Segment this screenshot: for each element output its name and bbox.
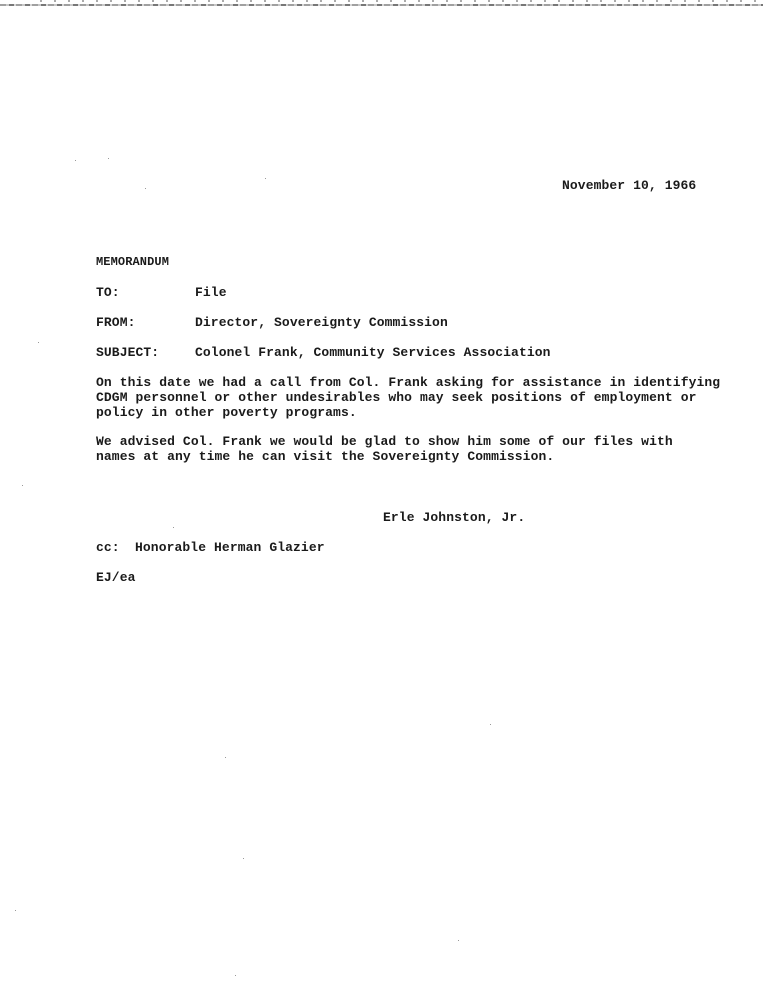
scan-speck: [265, 178, 266, 179]
scan-artifact-dots: [40, 0, 760, 2]
paragraph-line: We advised Col. Frank we would be glad to show him some of our files with: [96, 434, 673, 449]
to-value: File: [195, 285, 227, 300]
scan-speck: [225, 757, 226, 758]
from-value: Director, Sovereignty Commission: [195, 315, 448, 330]
paragraph-line: CDGM personnel or other undesirables who may seek positions of employment or: [96, 390, 697, 405]
cc-label: cc:: [96, 540, 120, 555]
scan-speck: [22, 485, 23, 486]
scan-speck: [145, 188, 146, 189]
scan-speck: [38, 342, 39, 343]
scan-speck: [458, 940, 459, 941]
typist-initials: EJ/ea: [96, 570, 136, 585]
paragraph-line: names at any time he can visit the Sovereignty Commission.: [96, 449, 555, 464]
memo-heading: MEMORANDUM: [96, 255, 170, 269]
scan-speck: [15, 910, 16, 911]
scan-speck: [243, 858, 244, 859]
subject-value: Colonel Frank, Community Services Association: [195, 345, 551, 360]
paragraph-line: policy in other poverty programs.: [96, 405, 357, 420]
paragraph-line: On this date we had a call from Col. Frank asking for assistance in identifying: [96, 375, 721, 390]
scan-speck: [173, 527, 174, 528]
subject-label: SUBJECT:: [96, 345, 160, 360]
scan-artifact-line: [0, 4, 763, 6]
from-label: FROM:: [96, 315, 136, 330]
scan-speck: [75, 160, 76, 161]
scan-speck: [108, 158, 109, 159]
signature: Erle Johnston, Jr.: [383, 510, 526, 525]
to-label: TO:: [96, 285, 120, 300]
memo-date: November 10, 1966: [562, 178, 697, 193]
scan-speck: [490, 724, 491, 725]
cc-value: Honorable Herman Glazier: [135, 540, 325, 555]
scan-speck: [235, 975, 236, 976]
